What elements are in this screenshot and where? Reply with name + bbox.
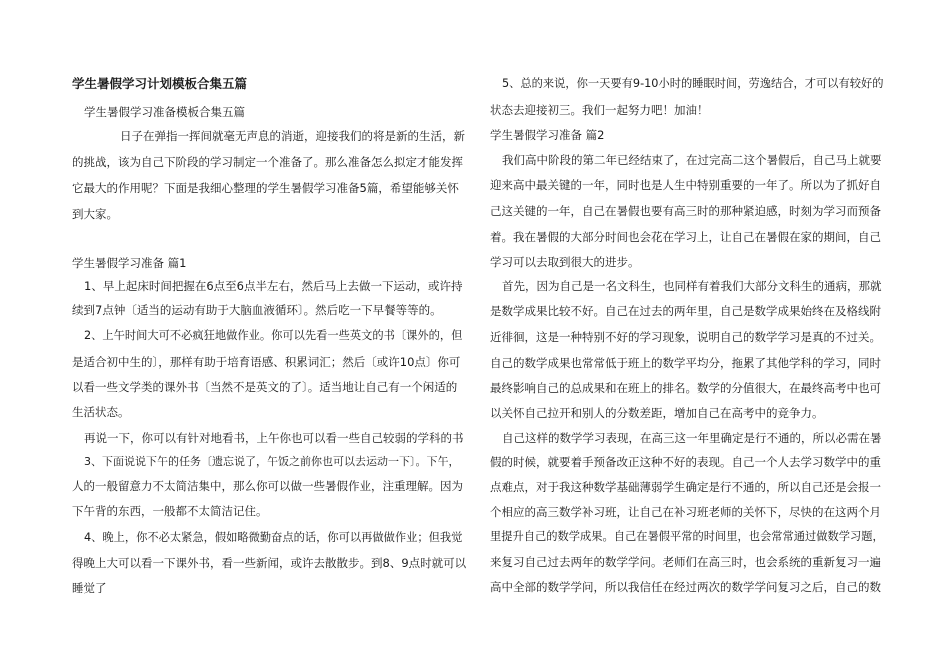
section2-heading: 学生暑假学习准备 篇2 [490, 128, 605, 142]
section1-line: 生活状态。 [72, 405, 130, 419]
section1-line: 再说一下，你可以有针对地看书，上午你也可以看一些自己较弱的学科的书 [84, 431, 464, 445]
document-subtitle: 学生暑假学习准备模板合集五篇 [84, 105, 245, 119]
section1-line: 睡觉了 [72, 581, 107, 595]
document-title: 学生暑假学习计划模板合集五篇 [72, 76, 248, 91]
intro-line: 到大家。 [72, 207, 118, 221]
section2-line: 点难点，对于我这种数学基础薄弱学生确定是行不通的，所以自己还是会报一 [490, 480, 881, 494]
section1-heading: 学生暑假学习准备 篇1 [72, 256, 187, 270]
section2-line: 个相应的高三数学补习班，让自己在补习班老师的关怀下，尽快的在这两个月 [490, 505, 881, 519]
section2-line: 自己的数学成果也常常低于班上的数学平均分，拖累了其他学科的学习，同时 [490, 356, 881, 370]
right-top-line: 5、总的来说，你一天要有9-10小时的睡眠时间，劳逸结合，才可以有较好的 [502, 77, 884, 90]
section2-line: 首先，因为自己是一名文科生，也同样有着我们大部分文科生的通病，那就 [502, 279, 882, 293]
section2-line: 我们高中阶段的第二年已经结束了，在过完高二这个暑假后，自己马上就要 [502, 153, 882, 167]
section2-line: 迎来高中最关键的一年，同时也是人生中特别重要的一年了。所以为了抓好自 [490, 178, 881, 192]
section1-line: 得晚上大可以看一下课外书，看一些新闻，或许去散散步。到8、9点时就可以 [72, 556, 467, 570]
section2-line: 学习可以去取到很大的进步。 [490, 255, 640, 269]
section1-line: 以看一些文学类的课外书〔当然不是英文的了〕。适当地让自己有一个闲适的 [72, 380, 458, 394]
section2-line: 最终影响自己的总成果和在班上的排名。数学的分值很大，在最终高考中也可 [490, 381, 881, 395]
section2-line: 近徘徊，这是一种特别不好的学习现象，说明自己的数学学习是真的不过关。 [490, 330, 881, 344]
section2-line: 是数学成果比较不好。自己在过去的两年里，自己是数学成果始终在及格线附 [490, 304, 881, 318]
section1-line: 人的一般留意力不太简洁集中，那么你可以做一些暑假作业，注重理解。因为 [72, 479, 463, 493]
intro-line: 它最大的作用呢？下面是我细心整理的学生暑假学习准备5篇，希望能够关怀 [72, 181, 459, 195]
section2-line: 以关怀自己拉开和别人的分数差距，增加自己在高考中的竞争力。 [490, 406, 824, 420]
section1-line: 1、早上起床时间把握在6点至6点半左右，然后马上去做一下运动，或许持 [84, 279, 463, 293]
section2-line: 里提升自己的数学成果。自己在暑假平常的时间里，也会常常通过做数学习题， [490, 530, 884, 543]
section1-line: 4、晚上，你不必太紧急，假如略微勤奋点的话，你可以再做做作业；但我觉 [84, 531, 463, 544]
intro-line: 日子在弹指一挥间就毫无声息的消逝，迎接我们的将是新的生活，新 [120, 129, 465, 143]
section1-line: 下午背的东西，一般都不太简洁记住。 [72, 504, 268, 518]
section2-line: 着。我在暑假的大部分时间也会花在学习上，让自己在暑假在家的期间，自己 [490, 230, 881, 244]
section2-line: 高中全部的数学学问，所以我信任在经过两次的数学学问复习之后，自己的数 [490, 580, 881, 594]
section1-line: 3、下面说说下午的任务〔遗忘说了，午饭之前你也可以去运动一下〕。下午， [84, 455, 460, 468]
section2-line: 来复习自己过去两年的数学学问。老师们在高三时，也会系统的重新复习一遍 [490, 555, 881, 569]
section1-line: 是适合初中生的〕，那样有助于培育语感、积累词汇；然后〔或许10点〕你可 [72, 355, 461, 369]
section1-line: 2、上午时间大可不必疯狂地做作业。你可以先看一些英文的书〔课外的，但 [84, 329, 463, 342]
section2-line: 自己这样的数学学习表现，在高三这一年里确定是行不通的，所以必需在暑 [502, 431, 882, 445]
section2-line: 假的时候，就要着手预备改正这种不好的表现。自己一个人去学习数学中的重 [490, 455, 881, 469]
section1-line: 续到7点钟〔适当的运动有助于大脑血液循环〕。然后吃一下早餐等等的。 [72, 303, 442, 317]
section2-line: 己这关键的一年，自己在暑假也要有高三时的那种紧迫感，时刻为学习而预备 [490, 204, 881, 218]
right-top-line: 状态去迎接初三。我们一起努力吧！加油！ [490, 103, 709, 117]
intro-line: 的挑战，该为自己下阶段的学习制定一个准备了。那么准备怎么拟定才能发挥 [72, 155, 463, 169]
